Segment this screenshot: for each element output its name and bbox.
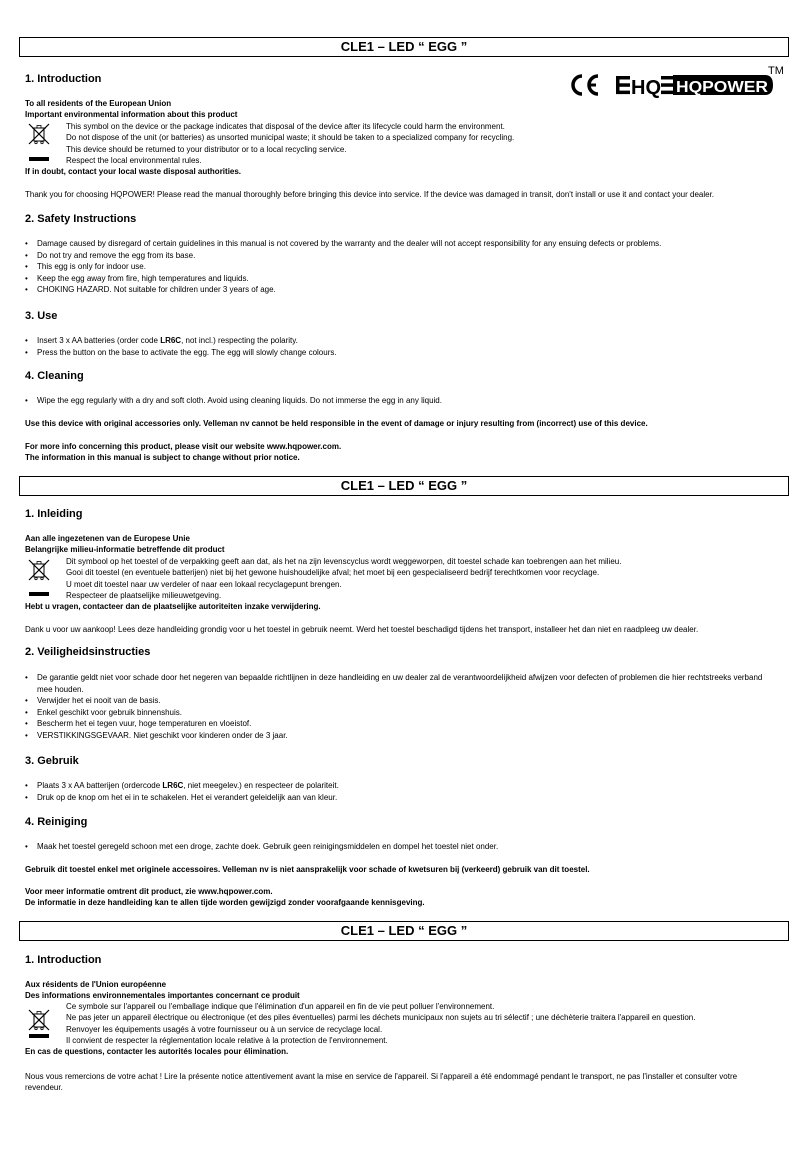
- env-line: U moet dit toestel naar uw verdeler of naar een lokaal recyclagepunt brengen.: [66, 580, 342, 589]
- heading-cleaning: 4. Reiniging: [25, 816, 88, 828]
- heading-safety: 2. Safety Instructions: [25, 213, 137, 225]
- env-line: Dit symbool op het toestel of de verpakking geeft aan dat, als het na zijn levenscyclus wordt weggeworpen, dit toestel schade kan toebrengen aan het milieu.: [66, 557, 622, 566]
- bin-underline-bar: [29, 157, 49, 161]
- env-title: Important environmental information about this product: [25, 110, 238, 119]
- heading-cleaning: 4. Cleaning: [25, 370, 84, 382]
- list-item: • De garantie geldt niet voor schade door het negeren van bepaalde richtlijnen in deze handleiding en uw dealer zal de verantwoordelijkheid afwijzen voor defecten of problemen die hier rechtstreeks verband mee houden.: [25, 672, 785, 695]
- env-line: Do not dispose of the unit (or batteries) as unsorted municipal waste; it should be taken to a specialized company for recycling.: [66, 133, 515, 142]
- cleaning-list: [25, 841, 785, 853]
- heading-inleiding: 1. Inleiding: [25, 508, 83, 520]
- env-title: Des informations environnementales importantes concernant ce produit: [25, 991, 300, 1000]
- crossed-bin-icon: [27, 122, 51, 146]
- section-header: CLE1 – LED “ EGG ”: [19, 37, 789, 57]
- change-notice: De informatie in deze handleiding kan te allen tijde worden gewijzigd zonder voorafgaande kennisgeving.: [25, 898, 425, 907]
- env-line: This symbol on the device or the package indicates that disposal of the device after its lifecycle could harm the environment.: [66, 122, 505, 131]
- safety-list: [25, 672, 785, 742]
- env-line: Ce symbole sur l'appareil ou l'emballage indique que l'élimination d'un appareil en fin de vie peut polluer l'environnement.: [66, 1002, 495, 1011]
- more-info: For more info concerning this product, please visit our website www.hqpower.com.: [25, 442, 342, 451]
- env-line: Respect the local environmental rules.: [66, 156, 202, 165]
- ce-mark-icon: [573, 76, 598, 94]
- list-item: • Plaats 3 x AA batterijen (ordercode LR6C, niet meegelev.) en respecteer de polariteit.: [25, 780, 785, 792]
- list-item: • Damage caused by disregard of certain guidelines in this manual is not covered by the warranty and the dealer will not accept responsibility for any ensuing defects or problems.: [25, 238, 785, 250]
- eu-line: Aux résidents de l'Union européenne: [25, 980, 167, 989]
- disposal-note: En cas de questions, contacter les autorités locales pour élimination.: [25, 1047, 289, 1056]
- env-line: Renvoyer les équipements usagés à votre fournisseur ou à un service de recyclage local.: [66, 1025, 383, 1034]
- thanks-paragraph: Dank u voor uw aankoop! Lees deze handleiding grondig voor u het toestel in gebruik neemt. Werd het toestel beschadigd tijdens het transport, installeer het dan niet en raadpleeg uw dealer.: [25, 625, 699, 634]
- list-item: • Enkel geschikt voor gebruik binnenshuis.: [25, 707, 785, 719]
- svg-text:HQ: HQ: [631, 77, 661, 99]
- env-line: This device should be returned to your distributor or to a local recycling service.: [66, 145, 347, 154]
- env-line: Respecteer de plaatselijke milieuwetgeving.: [66, 591, 222, 600]
- bin-underline-bar: [29, 592, 49, 596]
- svg-text:HQPOWER: HQPOWER: [676, 79, 769, 96]
- disposal-note: Hebt u vragen, contacteer dan de plaatselijke autoriteiten inzake verwijdering.: [25, 602, 321, 611]
- list-item: • This egg is only for indoor use.: [25, 261, 785, 273]
- list-item: • Bescherm het ei tegen vuur, hoge temperaturen en vloeistof.: [25, 718, 785, 730]
- env-line: Gooi dit toestel (en eventuele batterijen) niet bij het gewone huishoudelijke afval; het moet bij een gespecialiseerd bedrijf terechtkomen voor recyclage.: [66, 568, 600, 577]
- env-line: Ne pas jeter un appareil électrique ou électronique (et des piles éventuelles) parmi les déchets municipaux non sujets au tri sélectif ; une déchèterie traitera l'appareil en question.: [66, 1013, 696, 1022]
- list-item: • Do not try and remove the egg from its base.: [25, 250, 785, 262]
- list-item: • Keep the egg away from fire, high temperatures and liquids.: [25, 273, 785, 285]
- hqpower-brand-icon: [616, 65, 784, 99]
- list-item: • Verwijder het ei nooit van de basis.: [25, 695, 785, 707]
- section-header: CLE1 – LED “ EGG ”: [19, 921, 789, 941]
- eu-line: Aan alle ingezetenen van de Europese Unie: [25, 534, 190, 543]
- more-info: Voor meer informatie omtrent dit product, zie www.hqpower.com.: [25, 887, 273, 896]
- section-header: CLE1 – LED “ EGG ”: [19, 476, 789, 496]
- use-list: [25, 780, 785, 803]
- crossed-bin-icon: [27, 558, 51, 582]
- heading-use: 3. Use: [25, 310, 58, 322]
- thanks-paragraph: Nous vous remercions de votre achat ! Lire la présente notice attentivement avant la mise en service de l'appareil. Si l'appareil a été endommagé pendant le transport, ne pas l'installer et consulter votre: [25, 1072, 738, 1081]
- safety-list: [25, 238, 785, 296]
- list-item: • VERSTIKKINGSGEVAAR. Niet geschikt voor kinderen onder de 3 jaar.: [25, 730, 785, 742]
- crossed-bin-icon: [27, 1008, 51, 1032]
- heading-introduction: 1. Introduction: [25, 73, 102, 85]
- svg-text:TM: TM: [768, 65, 784, 77]
- use-list: [25, 335, 785, 358]
- heading-introduction: 1. Introduction: [25, 954, 102, 966]
- disposal-note: If in doubt, contact your local waste disposal authorities.: [25, 167, 242, 176]
- list-item: • Press the button on the base to activate the egg. The egg will slowly change colours.: [25, 347, 785, 359]
- thanks-paragraph: Thank you for choosing HQPOWER! Please read the manual thoroughly before bringing this device into service. If the device was damaged in transit, don't install or use it and contact your dealer.: [25, 190, 715, 199]
- list-item: • Insert 3 x AA batteries (order code LR6C, not incl.) respecting the polarity.: [25, 335, 785, 347]
- list-item: • Druk op de knop om het ei in te schakelen. Het ei verandert geleidelijk aan van kleur.: [25, 792, 785, 804]
- cleaning-list: [25, 395, 785, 407]
- env-line: Il convient de respecter la réglementation locale relative à la protection de l'environnement.: [66, 1036, 388, 1045]
- list-item: • CHOKING HAZARD. Not suitable for children under 3 years of age.: [25, 284, 785, 296]
- env-title: Belangrijke milieu-informatie betreffende dit product: [25, 545, 225, 554]
- heading-use: 3. Gebruik: [25, 755, 79, 767]
- eu-line: To all residents of the European Union: [25, 99, 172, 108]
- change-notice: The information in this manual is subject to change without prior notice.: [25, 453, 300, 462]
- ce-hqpower-logo: [560, 64, 790, 104]
- bin-underline-bar: [29, 1034, 49, 1038]
- heading-safety: 2. Veiligheidsinstructies: [25, 646, 151, 658]
- accessories-note: Gebruik dit toestel enkel met originele accessoires. Velleman nv is niet aansprakelijk voor schade of kwetsuren bij (verkeerd) gebruik van dit toestel.: [25, 865, 590, 874]
- accessories-note: Use this device with original accessories only. Velleman nv cannot be held responsible in the event of damage or injury resulting from (incorrect) use of this device.: [25, 419, 648, 428]
- list-item: • Wipe the egg regularly with a dry and soft cloth. Avoid using cleaning liquids. Do not immerse the egg in any liquid.: [25, 395, 785, 407]
- thanks-paragraph: revendeur.: [25, 1083, 63, 1092]
- list-item: • Maak het toestel geregeld schoon met een droge, zachte doek. Gebruik geen reinigingsmiddelen en dompel het toestel niet onder.: [25, 841, 785, 853]
